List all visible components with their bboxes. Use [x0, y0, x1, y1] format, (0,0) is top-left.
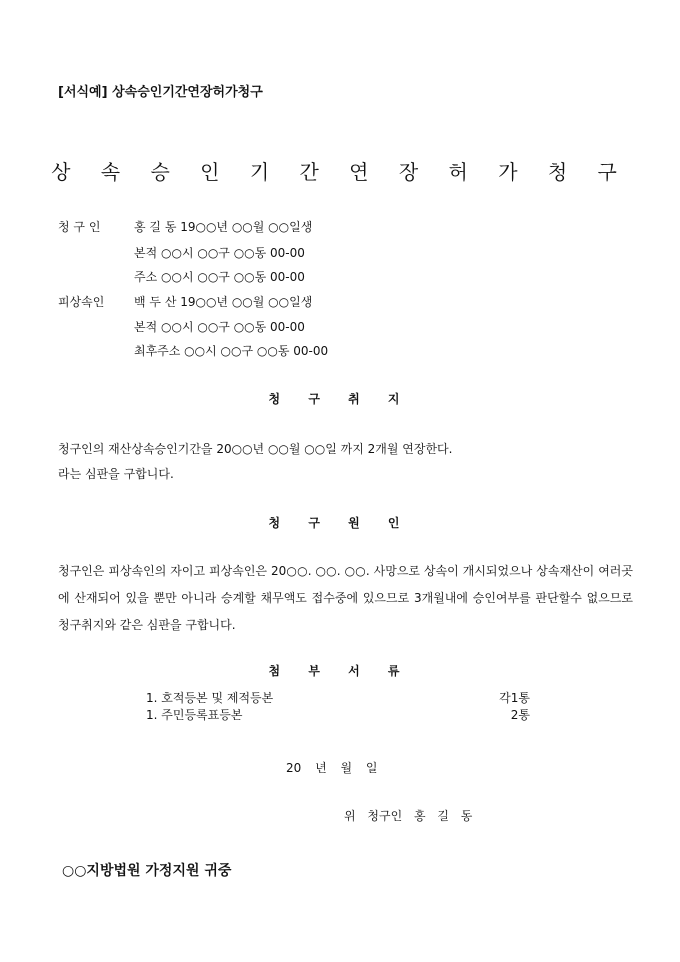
date-line: 20 년 월 일 [286, 761, 378, 775]
purpose-line-1: 청구인의 재산상속승인기간을 20○○년 ○○월 ○○일 까지 2개월 연장한다. [58, 442, 453, 456]
decedent-name-birth: 백 두 산 19○○년 ○○월 ○○일생 [134, 295, 313, 309]
claimant-domicile: 본적 ○○시 ○○구 ○○동 00-00 [134, 246, 305, 260]
attachments-heading: 첨 부 서 류 [268, 664, 412, 678]
attachment-item-name: 1. 호적등본 및 제적등본 [146, 691, 274, 705]
attachment-item-qty: 각1통 [499, 691, 530, 705]
decedent-last-address: 최후주소 ○○시 ○○구 ○○동 00-00 [134, 344, 329, 358]
cause-heading: 청 구 원 인 [268, 516, 412, 530]
claimant-name-birth: 홍 길 동 19○○년 ○○월 ○○일생 [134, 220, 313, 234]
court-addressee: ○○지방법원 가정지원 귀중 [62, 863, 232, 879]
attachment-item-name: 1. 주민등록표등본 [146, 708, 243, 722]
document-title: 상 속 승 인 기 간 연 장 허 가 청 구 [51, 160, 629, 184]
attachment-item-qty: 2통 [510, 708, 530, 722]
claimant-address: 주소 ○○시 ○○구 ○○동 00-00 [134, 270, 305, 284]
signature-line: 위 청구인 홍 길 동 [344, 809, 473, 823]
claimant-role: 청 구 인 [58, 220, 101, 234]
form-label: [서식예] 상속승인기간연장허가청구 [58, 85, 263, 100]
cause-paragraph: 청구인은 피상속인의 자이고 피상속인은 20○○. ○○. ○○. 사망으로 상속이 개시되었으나 상속재산이 여러곳에 산재되어 있을 뿐만 아니라 승계할 채무액도 접수중에 있으므로 3개월내에 승인여부를 판단할수 없으므로 청구취지와 같은 심판을 구합니다. [58, 564, 633, 632]
decedent-role: 피상속인 [58, 295, 105, 309]
purpose-line-2: 라는 심판을 구합니다. [58, 467, 174, 481]
decedent-domicile: 본적 ○○시 ○○구 ○○동 00-00 [134, 320, 305, 334]
purpose-heading: 청 구 취 지 [268, 392, 412, 406]
